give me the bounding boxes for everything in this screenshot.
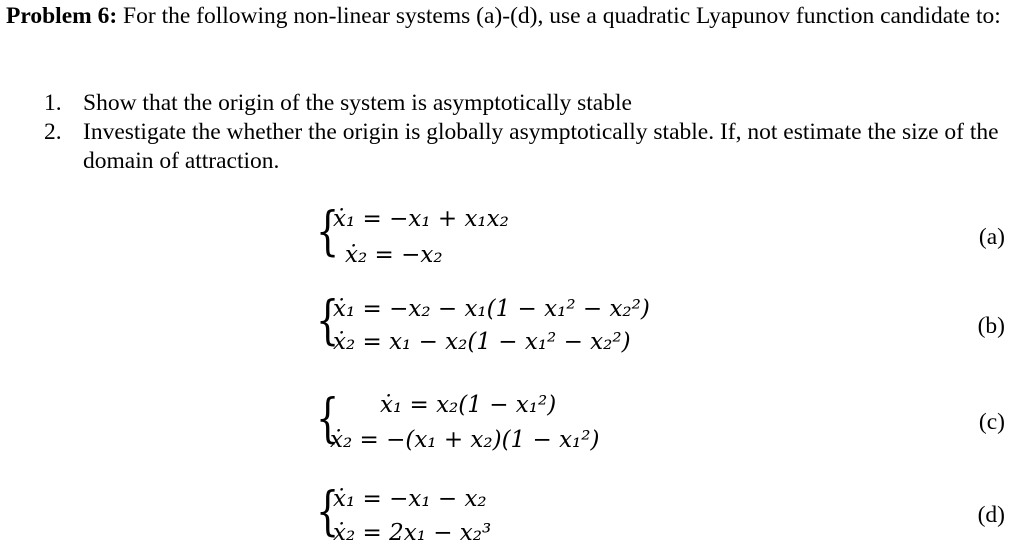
task-number: 1.: [44, 90, 62, 116]
equation-line-2: ẋ₂ = −x₂: [345, 242, 443, 268]
equation-tag: (d): [977, 502, 1005, 528]
problem-text: For the following non-linear systems (a)-(d), use a quadratic Lyapunov function candidate to:: [117, 3, 1001, 29]
task-number: 2.: [44, 119, 62, 145]
left-brace: {: [316, 202, 340, 262]
left-brace: {: [316, 389, 340, 449]
task-item-2: [44, 118, 1006, 176]
equation-tag: (b): [977, 313, 1005, 339]
equation-tag: (a): [978, 224, 1005, 250]
task-text: Show that the origin of the system is asymptotically stable: [83, 90, 632, 116]
left-brace: {: [316, 482, 340, 542]
equation-line-1: ẋ₁ = −x₁ + x₁x₂: [333, 206, 509, 232]
left-brace: {: [316, 291, 340, 351]
equation-line-1: ẋ₁ = x₂(1 − x₁²): [380, 392, 557, 418]
problem-heading: Problem 6: [6, 3, 110, 29]
equation-line-2: ẋ₂ = −(x₁ + x₂)(1 − x₁²): [330, 427, 600, 453]
task-item-1: [44, 89, 1006, 118]
problem-statement: [6, 2, 1006, 31]
equation-tag: (c): [978, 409, 1005, 435]
task-text: Investigate the whether the origin is globally asymptotically stable. If, not estimate the size of the domain of attraction.: [83, 119, 999, 174]
equation-line-1: ẋ₁ = −x₁ − x₂: [333, 486, 487, 512]
equation-line-2: ẋ₂ = 2x₁ − x₂³: [333, 520, 492, 546]
problem-heading-colon: :: [109, 3, 118, 29]
task-list: [44, 89, 1006, 176]
equation-line-1: ẋ₁ = −x₂ − x₁(1 − x₁² − x₂²): [333, 296, 650, 322]
equation-line-2: ẋ₂ = x₁ − x₂(1 − x₁² − x₂²): [333, 329, 631, 355]
